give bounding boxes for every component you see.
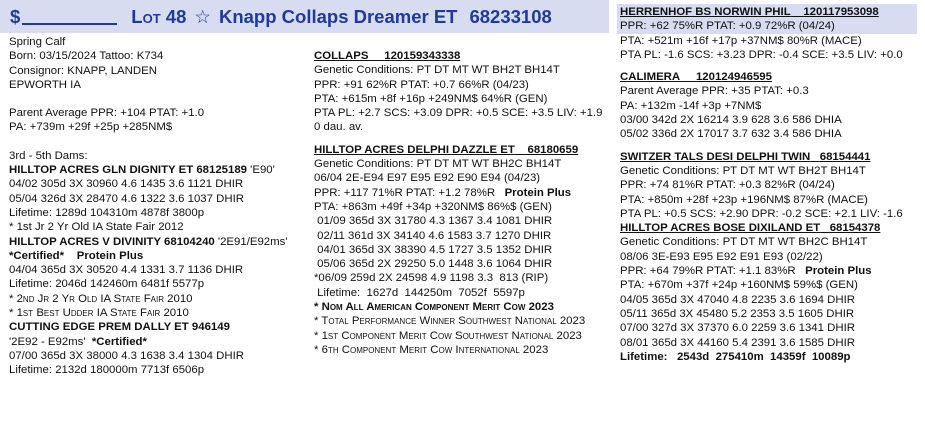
dam-dam-header xyxy=(620,221,903,235)
dam-dam-record: 05/11 365d 3X 45480 5.2 2353 3.5 1605 DHIR xyxy=(620,307,855,320)
dam-ppr: PPR: +117 71%R PTAT: +1.2 78%R xyxy=(314,186,496,199)
dam-protein-plus: Protein Plus xyxy=(504,186,572,199)
dam-dam-protein-plus: Protein Plus xyxy=(805,265,872,278)
dam-sire-pta: PTA: +850m +28f +23p +196NM$ 87%R (MACE) xyxy=(620,193,868,206)
dam-header xyxy=(314,143,602,157)
dam-dam-record: 08/01 365d 3X 44160 5.4 2391 3.6 1585 DHIR xyxy=(620,336,855,349)
dam2-badges xyxy=(9,249,287,263)
sire-daughters: 0 dau. av. xyxy=(314,121,364,134)
grandparents-column xyxy=(620,5,903,364)
dam-award-bold: * Nom All American Component Merit Cow 2023 xyxy=(314,301,554,314)
dam-award: * 1st Component Merit Cow Southwest National 2023 xyxy=(314,329,582,342)
dam-dam-classification: 08/06 3E-E93 E95 E92 E91 E93 (02/22) xyxy=(620,250,823,263)
dam-record: *06/09 259d 2X 24598 4.9 1198 3.3 813 (RIP) xyxy=(314,272,549,285)
sire-reg: 120159343338 xyxy=(384,50,461,62)
sire-dam-parent-avg: Parent Average PPR: +35 PTAT: +0.3 xyxy=(620,85,809,98)
price-blank-line xyxy=(22,9,117,25)
dam-dam-reg: 68154378 xyxy=(829,222,881,235)
dam3-score: '2E92 - E92ms' xyxy=(9,335,86,348)
dam-dam-pta: PTA: +670m +37f +24p +160NM$ 59%$ (GEN) xyxy=(620,279,858,292)
dam2-score: '2E91/E92ms' xyxy=(214,235,288,248)
dam-record: 05/06 365d 2X 29250 5.0 1448 3.6 1064 DHIR xyxy=(314,258,553,271)
dam3-certified: *Certified* xyxy=(91,335,147,348)
dam-dam-ppr-line xyxy=(620,264,903,278)
dam3-badges xyxy=(9,335,287,349)
dam-dam-lifetime: Lifetime: 2543d 275410m 14359f 10089p xyxy=(620,350,851,363)
dam1-score: 'E90' xyxy=(247,164,275,177)
age-class: Spring Calf xyxy=(9,36,66,48)
sire-dam-pa: PA: +132m -14f +3p +7NM$ xyxy=(620,99,762,112)
dam1-record: 05/04 326d 3X 28470 4.6 1322 3.6 1037 DHIR xyxy=(9,192,244,205)
parent-average-pta: PA: +739m +29f +25p +285NM$ xyxy=(9,121,173,134)
sire-pta: PTA: +615m +8f +16p +249NM$ 64%R (GEN) xyxy=(314,92,548,105)
sire-sire-pta: PTA: +521m +16f +17p +37NM$ 80%R (MACE) xyxy=(620,34,862,47)
sire-sire-header xyxy=(620,5,903,19)
sire-sire-reg: 120117953098 xyxy=(803,6,879,18)
dam-dam-ppr: PPR: +64 79%R PTAT: +1.1 83%R xyxy=(620,265,796,278)
dam1-award: * 1st Jr 2 Yr Old IA State Fair 2012 xyxy=(9,221,184,234)
lot-header-banner xyxy=(0,0,609,33)
consignor: Consignor: KNAPP, LANDEN xyxy=(9,64,157,77)
dam2-certified: *Certified* xyxy=(9,249,65,262)
sire-name: COLLAPS xyxy=(314,50,369,62)
sire-dam-name: CALIMERA xyxy=(620,71,681,84)
dam-dam-record: 04/05 365d 3X 47040 4.8 2235 3.6 1694 DHIR xyxy=(620,293,855,306)
dam2-lifetime: Lifetime: 2046d 142460m 6481f 5577p xyxy=(9,278,205,291)
dam1-lifetime: Lifetime: 1289d 104310m 4878f 3800p xyxy=(9,206,205,219)
dam-ppr-line xyxy=(314,186,602,200)
dam-award: * Total Performance Winner Southwest National 2023 xyxy=(314,315,586,328)
dam-sire-ppr: PPR: +74 81%R PTAT: +0.3 82%R (04/24) xyxy=(620,179,835,192)
dam3-header: CUTTING EDGE PREM DALLY ET 946149 xyxy=(9,321,230,334)
consignor-location: EPWORTH IA xyxy=(9,78,81,91)
dam-sire-reg: 68154441 xyxy=(819,150,871,163)
dam-record: 01/09 365d 3X 31780 4.3 1367 3.4 1081 DHIR xyxy=(314,215,553,228)
dam-sire-pta-pl: PTA PL: +0.5 SCS: +2.90 DPR: -0.2 SCE: +2.1 LIV: -1.6 xyxy=(620,207,903,220)
dam-lifetime: Lifetime: 1627d 144250m 7052f 5597p xyxy=(314,286,525,299)
sire-dam-reg: 120124946595 xyxy=(695,71,772,84)
dam-dam-name: HILLTOP ACRES BOSE DIXILAND ET xyxy=(620,222,821,235)
dam-name: HILLTOP ACRES DELPHI DAZZLE ET xyxy=(314,143,515,156)
dam1-name: HILLTOP ACRES GLN DIGNITY ET 68125189 xyxy=(9,164,248,177)
dam2-record: 04/04 365d 3X 30520 4.4 1331 3.7 1136 DHIR xyxy=(9,264,244,277)
sire-pta-pl: PTA PL: +2.7 SCS: +3.09 DPR: +0.5 SCE: +3.5 LIV: +1.9 xyxy=(314,107,603,120)
sire-genetic-conditions: Genetic Conditions: PT DT MT WT BH2T BH14T xyxy=(314,64,560,77)
dam-sire-genetic-conditions: Genetic Conditions: PT DT MT WT BH2T BH14T xyxy=(620,164,866,177)
dam-dam-genetic-conditions: Genetic Conditions: PT DT MT WT BH2C BH14T xyxy=(620,236,868,249)
lot-number: 48 xyxy=(165,5,187,27)
sire-dam-column xyxy=(314,49,602,357)
sire-ppr: PPR: +91 62%R PTAT: +0.7 66%R (04/23) xyxy=(314,78,529,91)
dam2-award: * 1st Best Udder IA State Fair 2010 xyxy=(9,307,189,320)
dam-award: * 6th Component Merit Cow International 2023 xyxy=(314,343,549,356)
dam-record: 02/11 361d 3X 34140 4.6 1583 3.7 1270 DHIR xyxy=(314,229,552,242)
sire-sire-name: HERRENHOF BS NORWIN PHIL xyxy=(620,6,791,18)
sire-dam-header xyxy=(620,70,903,84)
dam2-header xyxy=(9,235,287,249)
dam3-record: 07/00 365d 3X 38000 4.3 1638 3.4 1304 DHIR xyxy=(9,349,244,362)
sire-header xyxy=(314,49,602,63)
dams-title: 3rd - 5th Dams: xyxy=(9,149,88,162)
dam3-lifetime: Lifetime: 2132d 180000m 7713f 6506p xyxy=(9,364,205,377)
parent-average-ppr: Parent Average PPR: +104 PTAT: +1.0 xyxy=(9,107,205,120)
dam-pta: PTA: +863m +49f +34p +320NM$ 86%$ (GEN) xyxy=(314,200,552,213)
sire-dam-record: 03/00 342d 2X 16214 3.9 628 3.6 586 DHIA xyxy=(620,114,842,127)
born-tattoo: Born: 03/15/2024 Tattoo: K734 xyxy=(9,50,164,63)
dam2-name: HILLTOP ACRES V DIVINITY 68104240 xyxy=(9,235,215,248)
dam2-protein-plus: Protein Plus xyxy=(76,249,144,262)
dam-record: 04/01 365d 3X 38390 4.5 1727 3.5 1352 DHIR xyxy=(314,243,553,256)
sire-dam-record: 05/02 336d 2X 17017 3.7 632 3.4 586 DHIA xyxy=(620,128,842,141)
dam1-record: 04/02 305d 3X 30960 4.6 1435 3.6 1121 DHIR xyxy=(9,178,244,191)
animal-name: Knapp Collaps Dreamer ET xyxy=(218,5,458,27)
sire-sire-ppr: PPR: +62 75%R PTAT: +0.9 72%R (04/24) xyxy=(620,20,835,33)
dam-reg: 68180659 xyxy=(527,143,579,156)
dam-sire-name: SWITZER TALS DESI DELPHI TWIN xyxy=(620,150,811,163)
dam-classification: 06/04 2E-E94 E97 E95 E92 E90 E94 (04/23) xyxy=(314,172,541,185)
dam1-header xyxy=(9,163,287,177)
star-icon: ☆ xyxy=(194,5,211,27)
animal-info-column xyxy=(9,35,287,378)
animal-registration: 68233108 xyxy=(469,5,552,27)
sire-sire-pta-pl: PTA PL: -1.6 SCS: +3.23 DPR: -0.4 SCE: +3.5 LIV: +0.0 xyxy=(620,48,903,61)
dam2-award: * 2nd Jr 2 Yr Old IA State Fair 2010 xyxy=(9,292,193,305)
price-currency: $ xyxy=(10,5,21,27)
dam-sire-header xyxy=(620,150,903,164)
dam-dam-record: 07/00 327d 3X 37370 6.0 2259 3.6 1341 DHIR xyxy=(620,322,855,335)
dam-genetic-conditions: Genetic Conditions: PT DT MT WT BH2C BH14T xyxy=(314,158,562,171)
lot-label: Lot xyxy=(131,5,161,27)
